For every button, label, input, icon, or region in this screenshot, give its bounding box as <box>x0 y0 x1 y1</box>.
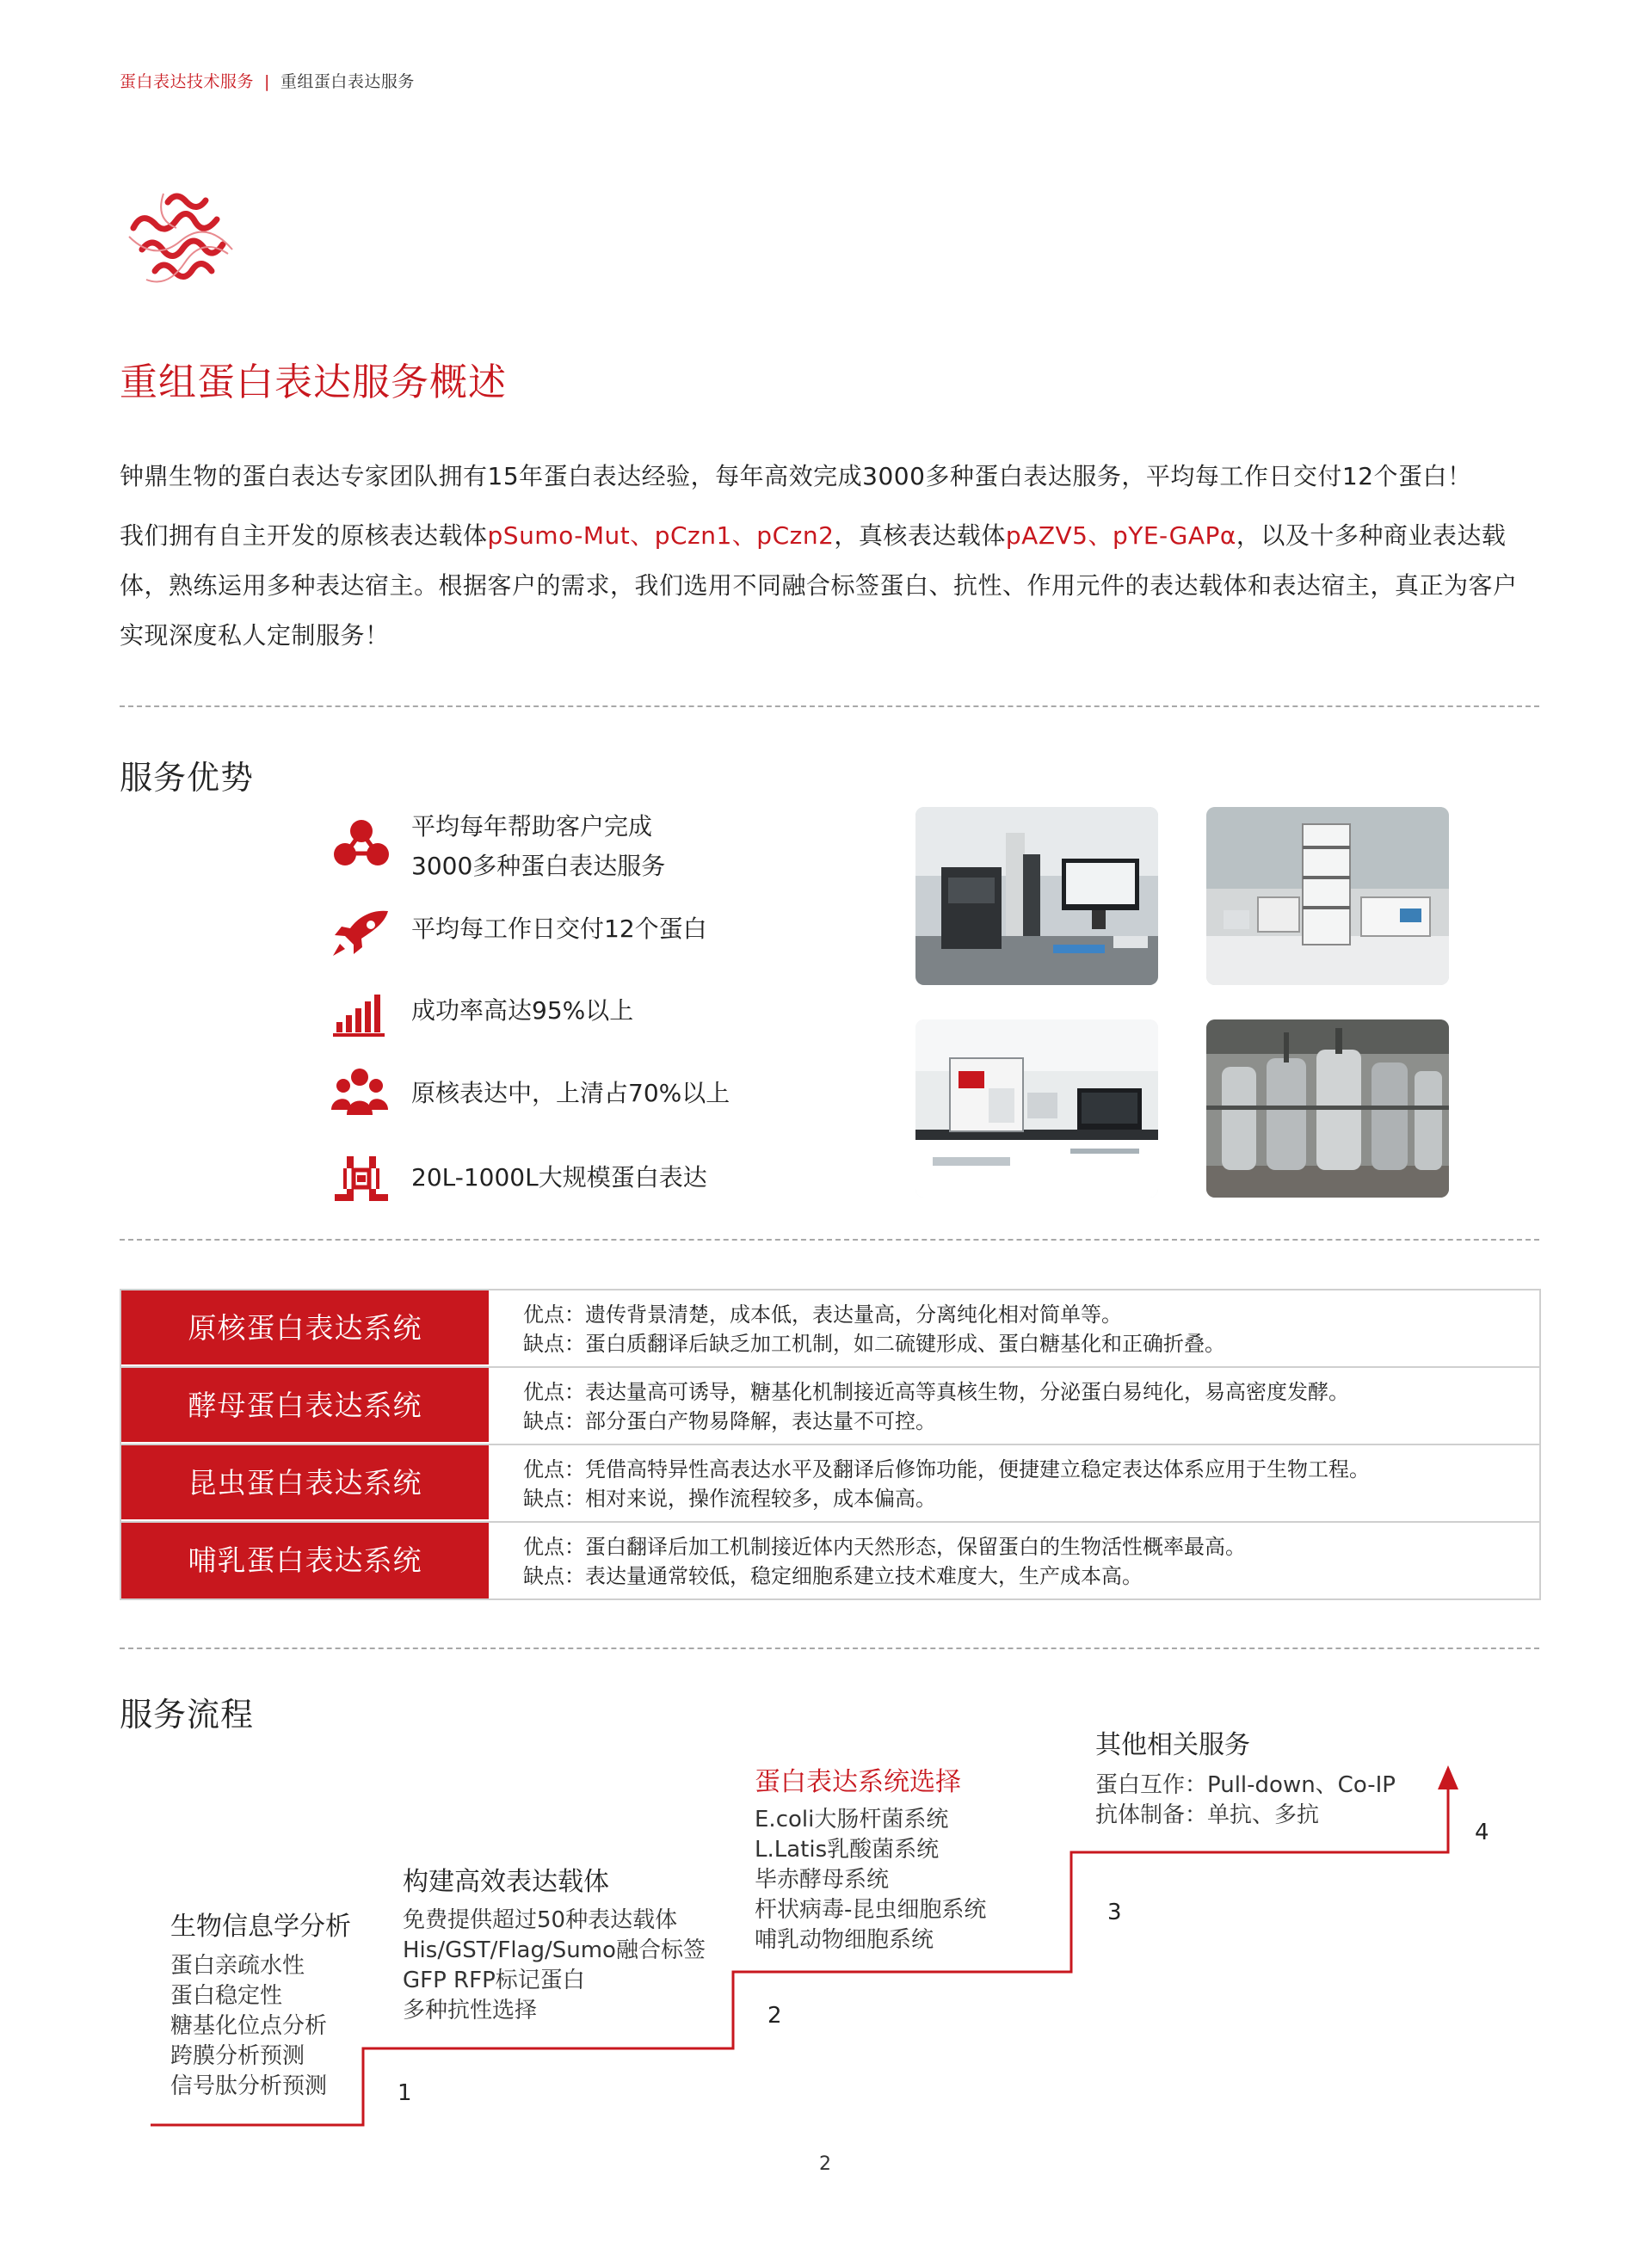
system-name: 原核蛋白表达系统 <box>121 1290 489 1366</box>
step-item: E.coli大肠杆菌系统 <box>755 1807 949 1832</box>
step-items <box>755 1805 986 1956</box>
arrow-up-icon <box>1438 1765 1458 1789</box>
process-title: 服务流程 <box>120 1696 255 1734</box>
step-item: 跨膜分析预测 <box>170 2043 305 2069</box>
step-title: 构建高效表达载体 <box>403 1867 609 1897</box>
step-title: 蛋白表达系统选择 <box>755 1767 961 1797</box>
step-title: 其他相关服务 <box>1095 1730 1250 1760</box>
prokaryotic-vectors: pSumo-Mut、pCzn1、pCzn2 <box>487 521 835 550</box>
overview-paragraph-1: 钟鼎生物的蛋白表达专家团队拥有15年蛋白表达经验，每年高效完成3000多种蛋白表达服务，平均每工作日交付12个蛋白！ <box>120 462 1472 490</box>
step-item: 哺乳动物细胞系统 <box>755 1927 934 1953</box>
advantage-text: 成功率高达95%以上 <box>411 996 634 1025</box>
system-cons: 缺点：蛋白质翻译后缺乏加工机制，如二硫键形成、蛋白糖基化和正确折叠。 <box>523 1332 1225 1356</box>
step-item: GFP RFP标记蛋白 <box>403 1968 585 1993</box>
step-item: L.Latis乳酸菌系统 <box>755 1837 940 1863</box>
advantage-text: 平均每年帮助客户完成 <box>411 812 653 841</box>
step-number: 4 <box>1475 1820 1489 1845</box>
step-item: 毕赤酵母系统 <box>755 1867 890 1893</box>
system-name: 酵母蛋白表达系统 <box>121 1368 489 1444</box>
system-name: 哺乳蛋白表达系统 <box>121 1523 489 1598</box>
system-cons: 缺点：相对来说，操作流程较多，成本偏高。 <box>523 1487 936 1511</box>
step-item: His/GST/Flag/Sumo融合标签 <box>403 1937 706 1963</box>
advantages-title: 服务优势 <box>120 759 255 797</box>
system-cons: 缺点：表达量通常较低，稳定细胞系建立技术难度大，生产成本高。 <box>523 1564 1143 1588</box>
step-items <box>170 1951 327 2102</box>
step-title: 生物信息学分析 <box>170 1912 351 1942</box>
step-item: 抗体制备：单抗、多抗 <box>1095 1802 1320 1828</box>
system-cons: 缺点：部分蛋白产物易降解，表达量不可控。 <box>523 1409 936 1433</box>
eukaryotic-vectors: pAZV5、pYE-GAPα <box>1005 521 1236 550</box>
step-item: 信号肽分析预测 <box>170 2073 328 2099</box>
step-number: 1 <box>398 2080 412 2106</box>
step-item: 糖基化位点分析 <box>170 2013 328 2039</box>
system-pros: 优点：蛋白翻译后加工机制接近体内天然形态，保留蛋白的生物活性概率最高。 <box>523 1535 1246 1559</box>
advantage-text: 3000多种蛋白表达服务 <box>411 852 666 880</box>
system-name: 昆虫蛋白表达系统 <box>121 1445 489 1521</box>
step-item: 蛋白亲疏水性 <box>170 1953 305 1979</box>
step-item: 多种抗性选择 <box>403 1998 538 2023</box>
text-segment: ，以及十多种商业表达载体，熟练运用多种表达宿主。根据客户的需求，我们选用不同融合标签蛋白、抗性、作用元件的表达载体和表达宿主，真正为客户实现深度私人定制服务！ <box>120 521 1518 650</box>
step-number: 2 <box>767 2003 782 2029</box>
system-pros: 优点：表达量高可诱导，糖基化机制接近高等真核生物，分泌蛋白易纯化，易高密度发酵。 <box>523 1380 1349 1404</box>
breadcrumb-separator: | <box>264 72 270 91</box>
step-number: 3 <box>1107 1900 1122 1925</box>
step-item: 免费提供超过50种表达载体 <box>403 1907 678 1933</box>
text-segment: 我们拥有自主开发的原核表达载体 <box>120 521 488 550</box>
system-pros: 优点：遗传背景清楚，成本低，表达量高，分离纯化相对简单等。 <box>523 1303 1122 1327</box>
advantage-text: 平均每工作日交付12个蛋白 <box>411 915 707 943</box>
breadcrumb-section[interactable]: 蛋白表达技术服务 <box>120 72 255 91</box>
step-items <box>1095 1771 1396 1831</box>
overview-title: 重组蛋白表达服务概述 <box>120 360 507 404</box>
text-segment: ，真核表达载体 <box>834 521 1006 550</box>
step-item: 蛋白稳定性 <box>170 1983 283 2009</box>
step-item: 杆状病毒-昆虫细胞系统 <box>755 1897 987 1923</box>
advantage-text: 20L-1000L大规模蛋白表达 <box>411 1163 707 1192</box>
step-item: 蛋白互作：Pull-down、Co-IP <box>1095 1772 1396 1798</box>
breadcrumb-current: 重组蛋白表达服务 <box>280 72 415 91</box>
advantage-text: 原核表达中，上清占70%以上 <box>411 1079 730 1107</box>
page-number: 2 <box>819 2153 831 2175</box>
step-items <box>403 1906 706 2026</box>
system-pros: 优点：凭借高特异性高表达水平及翻译后修饰功能，便捷建立稳定表达体系应用于生物工程。 <box>523 1457 1370 1481</box>
